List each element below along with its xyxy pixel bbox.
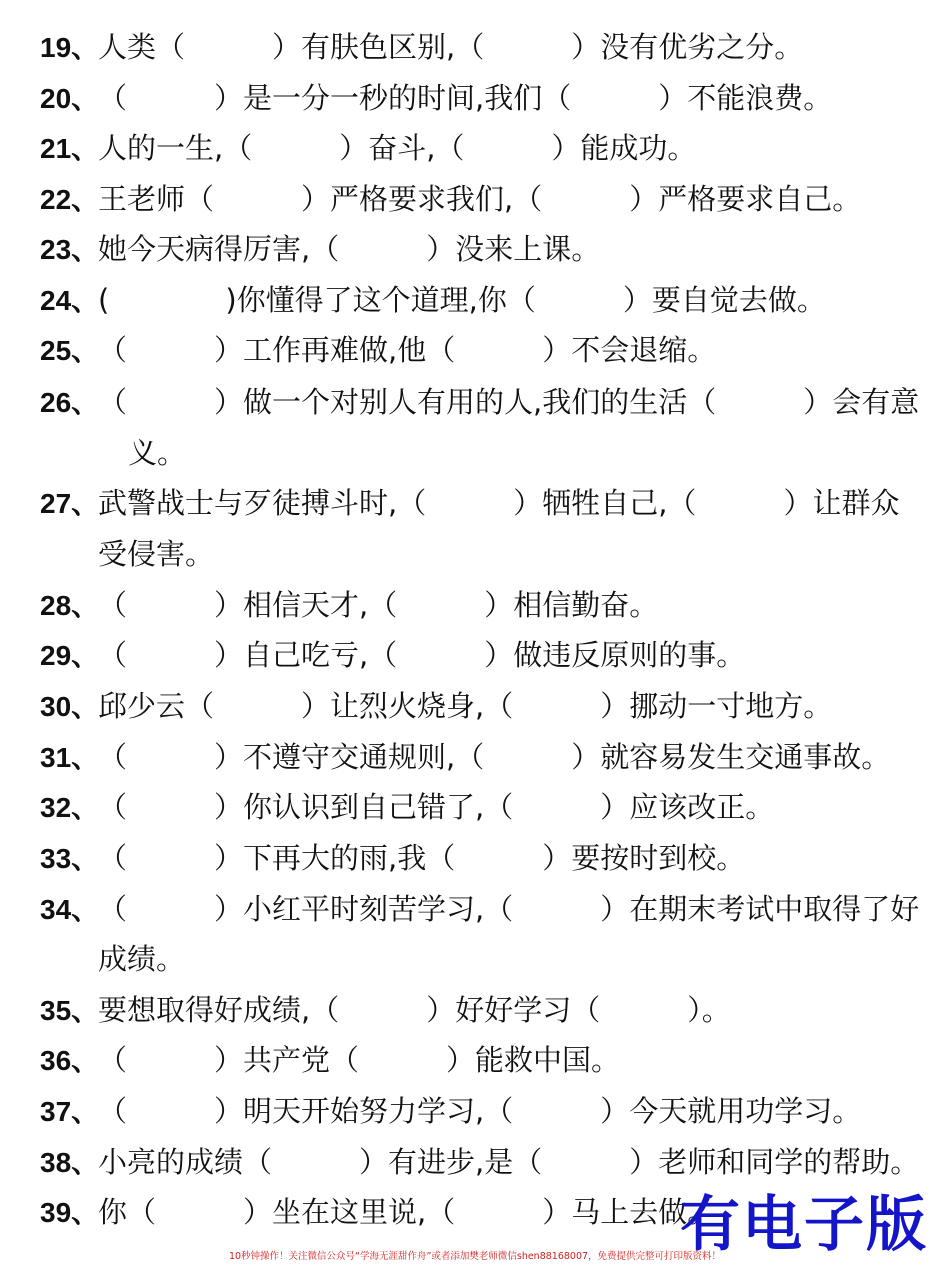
question-number: 27、 (40, 488, 100, 519)
question-number: 38、 (40, 1147, 100, 1178)
question-number: 24、 (40, 285, 100, 316)
question-number: 26、 (40, 387, 100, 418)
question-34 (40, 884, 920, 935)
question-text: （ ）不遵守交通规则,（ ）就容易发生交通事故。 (98, 740, 891, 774)
question-text: （ ）工作再难做,他（ ）不会退缩。 (98, 333, 717, 367)
question-22 (40, 174, 910, 225)
question-number: 32、 (40, 792, 100, 823)
question-text: 人类（ ）有肤色区别,（ ）没有优劣之分。 (98, 30, 804, 64)
question-number: 29、 (40, 640, 100, 671)
question-number: 37、 (40, 1096, 100, 1127)
question-34-continuation: 成绩。 (98, 942, 186, 976)
question-text: （ ）共产党（ ）能救中国。 (98, 1043, 621, 1077)
question-text: 王老师（ ）严格要求我们,（ ）严格要求自己。 (98, 182, 862, 216)
question-number: 23、 (40, 234, 100, 265)
question-38 (40, 1137, 920, 1188)
question-32 (40, 782, 910, 833)
question-text: 武警战士与歹徒搏斗时,（ ）牺牲自己,（ ）让群众 (98, 486, 900, 520)
question-27-continuation: 受侵害。 (98, 537, 215, 571)
question-number: 33、 (40, 843, 100, 874)
question-text: ( )你懂得了这个道理,你（ ）要自觉去做。 (98, 283, 826, 317)
footer-notice: 10秒钟操作！关注微信公众号“学海无涯甜作舟”或者添加樊老师微信shen88168007，免费提供完整可打印版资料！ (228, 1251, 722, 1262)
question-text: 人的一生,（ ）奋斗,（ ）能成功。 (98, 131, 697, 165)
question-number: 25、 (40, 335, 100, 366)
question-number: 34、 (40, 894, 100, 925)
question-number: 36、 (40, 1045, 100, 1076)
question-27 (40, 478, 910, 529)
question-20 (40, 73, 910, 124)
question-28 (40, 580, 910, 631)
question-21 (40, 123, 910, 174)
question-37 (40, 1086, 910, 1137)
question-text: 她今天病得厉害,（ ）没来上课。 (98, 232, 601, 266)
question-25 (40, 325, 910, 376)
question-number: 19、 (40, 32, 100, 63)
question-35 (40, 985, 910, 1036)
question-23 (40, 224, 910, 275)
question-24 (40, 275, 910, 326)
electronic-version-stamp: 有电子版 (680, 1190, 928, 1260)
question-text: （ ）相信天才,（ ）相信勤奋。 (98, 588, 659, 622)
question-31 (40, 732, 910, 783)
question-number: 30、 (40, 691, 100, 722)
question-36 (40, 1035, 910, 1086)
question-30 (40, 681, 910, 732)
question-number: 31、 (40, 742, 100, 773)
question-number: 22、 (40, 184, 100, 215)
question-text: 邱少云（ ）让烈火烧身,（ ）挪动一寸地方。 (98, 689, 833, 723)
question-text: （ ）自己吃亏,（ ）做违反原则的事。 (98, 638, 746, 672)
question-text: （ ）是一分一秒的时间,我们（ ）不能浪费。 (98, 81, 833, 115)
question-text: 你（ ）坐在这里说,（ ）马上去做。 (98, 1195, 717, 1229)
question-text: （ ）明天开始努力学习,（ ）今天就用功学习。 (98, 1094, 862, 1128)
question-text: （ ）你认识到自己错了,（ ）应该改正。 (98, 790, 775, 824)
question-text: （ ）做一个对别人有用的人,我们的生活（ ）会有意 (98, 385, 920, 419)
question-29 (40, 630, 910, 681)
question-text: （ ）小红平时刻苦学习,（ ）在期末考试中取得了好 (98, 892, 920, 926)
question-number: 39、 (40, 1197, 100, 1228)
question-number: 35、 (40, 995, 100, 1026)
question-text: 要想取得好成绩,（ ）好好学习（ ）。 (98, 993, 731, 1027)
question-19 (40, 22, 910, 73)
question-26-continuation: 义。 (128, 436, 187, 470)
question-number: 28、 (40, 590, 100, 621)
question-26 (40, 377, 920, 428)
question-number: 21、 (40, 133, 100, 164)
question-text: （ ）下再大的雨,我（ ）要按时到校。 (98, 841, 746, 875)
question-number: 20、 (40, 83, 100, 114)
question-33 (40, 833, 910, 884)
question-text: 小亮的成绩（ ）有进步,是（ ）老师和同学的帮助。 (98, 1145, 920, 1179)
